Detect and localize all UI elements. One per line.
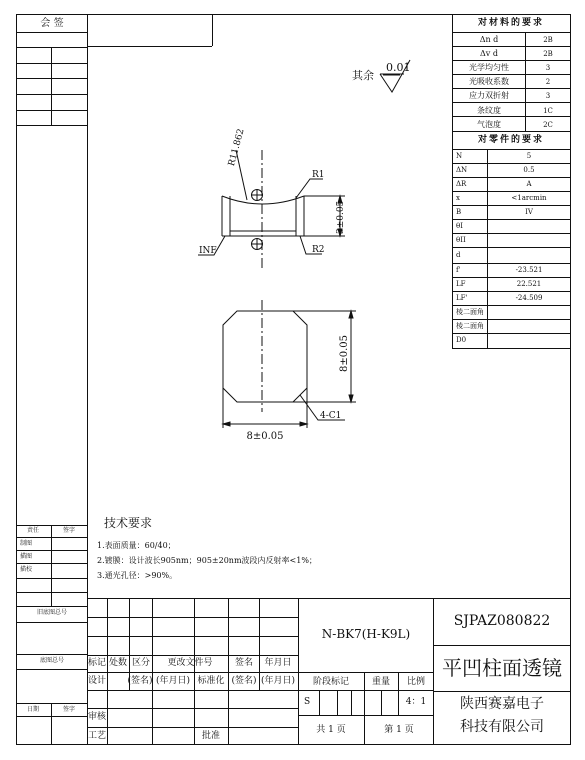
part-row-label: ΔN (456, 166, 468, 174)
part-row-label: d (456, 251, 461, 259)
side-label-tracing: 描图 (20, 553, 33, 560)
drawing-number: SJPAZ080822 (453, 613, 551, 629)
material-row-label: 光学均匀性 (469, 63, 509, 73)
part-row-value: 5 (526, 152, 532, 160)
radius-r1-label: R1 (312, 170, 325, 180)
material-row-value: 2B (543, 36, 553, 44)
material-name: N-BK7(H-K9L) (321, 627, 411, 641)
standardization-sign: (签名) (231, 676, 257, 686)
standardization-date: (年月日) (260, 676, 296, 686)
part-row-label: x (456, 194, 460, 202)
part-row-value: 0.5 (523, 166, 535, 174)
header-zone: 区分 (131, 658, 151, 668)
approval-sign-label: 签字 (62, 527, 76, 534)
part-row-label: 棱二面角 (456, 322, 484, 330)
side-label-drafting: 制图 (20, 540, 33, 547)
material-row-label: Δv d (480, 49, 498, 59)
part-row-label: LF (456, 280, 466, 288)
material-row-value: 1C (543, 106, 553, 115)
material-row-value: 2C (543, 120, 553, 129)
material-row-value: 3 (545, 92, 551, 101)
material-requirements-title: 对材料的要求 (477, 18, 545, 28)
part-row-label: 棱二面角 (456, 308, 484, 316)
stage-mark-label: 阶段标记 (312, 677, 350, 687)
date-label: 日期 (26, 706, 40, 713)
approval-role-label: 责任 (26, 527, 40, 534)
material-row-label: Δn d (479, 35, 499, 44)
header-signature: 签名 (234, 658, 254, 668)
header-date: 年月日 (264, 658, 292, 668)
material-row-value: 2B (543, 50, 553, 59)
part-row-label: ΔR (456, 180, 467, 188)
design-sign: (签名) (127, 676, 153, 686)
material-row-label: 应力双折射 (469, 91, 509, 101)
tech-line-3: 3.通光孔径：>90%。 (97, 571, 178, 580)
radius-r11-label: R11.862 (227, 127, 247, 168)
material-row-value: 3 (545, 64, 551, 73)
tech-line-2: 2.镀膜：设计波长905nm；905±20nm波段内反射率<1%； (97, 556, 317, 565)
material-row-label: 气泡度 (477, 119, 501, 129)
design-date: (年月日) (155, 676, 191, 686)
material-row-label: 条纹度 (477, 105, 501, 115)
thickness-dimension: 3±0.05 (336, 200, 346, 234)
roughness-label: 其余 (352, 69, 374, 82)
approve-label: 批准 (201, 731, 221, 741)
weight-label: 重量 (371, 677, 391, 687)
part-row-value: 22.521 (516, 280, 542, 288)
chamfer-label: 4-C1 (320, 411, 342, 421)
side-label-trace-check: 描校 (20, 566, 33, 573)
part-row-label: B (456, 208, 462, 216)
material-row-value: 2 (545, 78, 551, 87)
company-name-line1: 陕西赛嘉电子 (460, 696, 544, 712)
header-change-doc: 更改文件号 (167, 658, 213, 668)
tech-requirements-title: 技术要求 (104, 516, 153, 530)
company-name-line2: 科技有限公司 (460, 719, 544, 735)
total-sheets: 共 1 页 (316, 725, 346, 735)
process-label: 工艺 (87, 731, 107, 741)
old-base-drawing-no-label: 旧底图总号 (36, 609, 68, 616)
sheet-number: 第 1 页 (384, 725, 414, 735)
design-label: 设计 (87, 676, 107, 686)
scale-label: 比例 (406, 677, 426, 687)
part-requirements-title: 对零件的要求 (477, 135, 545, 145)
part-row-label: θI (456, 222, 463, 230)
review-label: 审核 (87, 712, 107, 722)
part-row-value: -23.521 (515, 266, 543, 274)
part-row-label: LF' (456, 294, 468, 302)
radius-r2-label: R2 (312, 245, 325, 255)
roughness-value: 0.01 (386, 61, 411, 74)
countersign-label: 会 签 (40, 18, 64, 29)
part-name: 平凹柱面透镜 (442, 656, 562, 680)
part-row-label: N (456, 152, 463, 160)
material-row-label: 光吸收系数 (469, 77, 509, 87)
scale-value: 4：1 (405, 697, 427, 707)
lens-front-view (223, 300, 356, 428)
standardization-label: 标准化 (197, 676, 225, 686)
base-drawing-no-label: 底图总号 (39, 657, 65, 664)
width-dimension: 8±0.05 (246, 431, 284, 442)
part-row-value: A (526, 180, 532, 188)
height-dimension: 8±0.05 (339, 334, 350, 372)
part-row-value: <1arcmin (511, 194, 547, 202)
part-row-value: IV (525, 208, 533, 216)
part-row-label: D0 (456, 336, 467, 344)
part-row-label: θII (456, 236, 466, 244)
part-row-label: f' (456, 266, 461, 274)
header-mark: 标记 (87, 658, 107, 668)
signature-label: 签字 (62, 706, 76, 713)
header-count: 处数 (108, 658, 128, 668)
stage-value: S (304, 697, 311, 707)
tech-line-1: 1.表面质量：60/40； (97, 541, 176, 550)
inf-label: INF (199, 246, 217, 256)
part-row-value: -24.509 (515, 294, 543, 302)
